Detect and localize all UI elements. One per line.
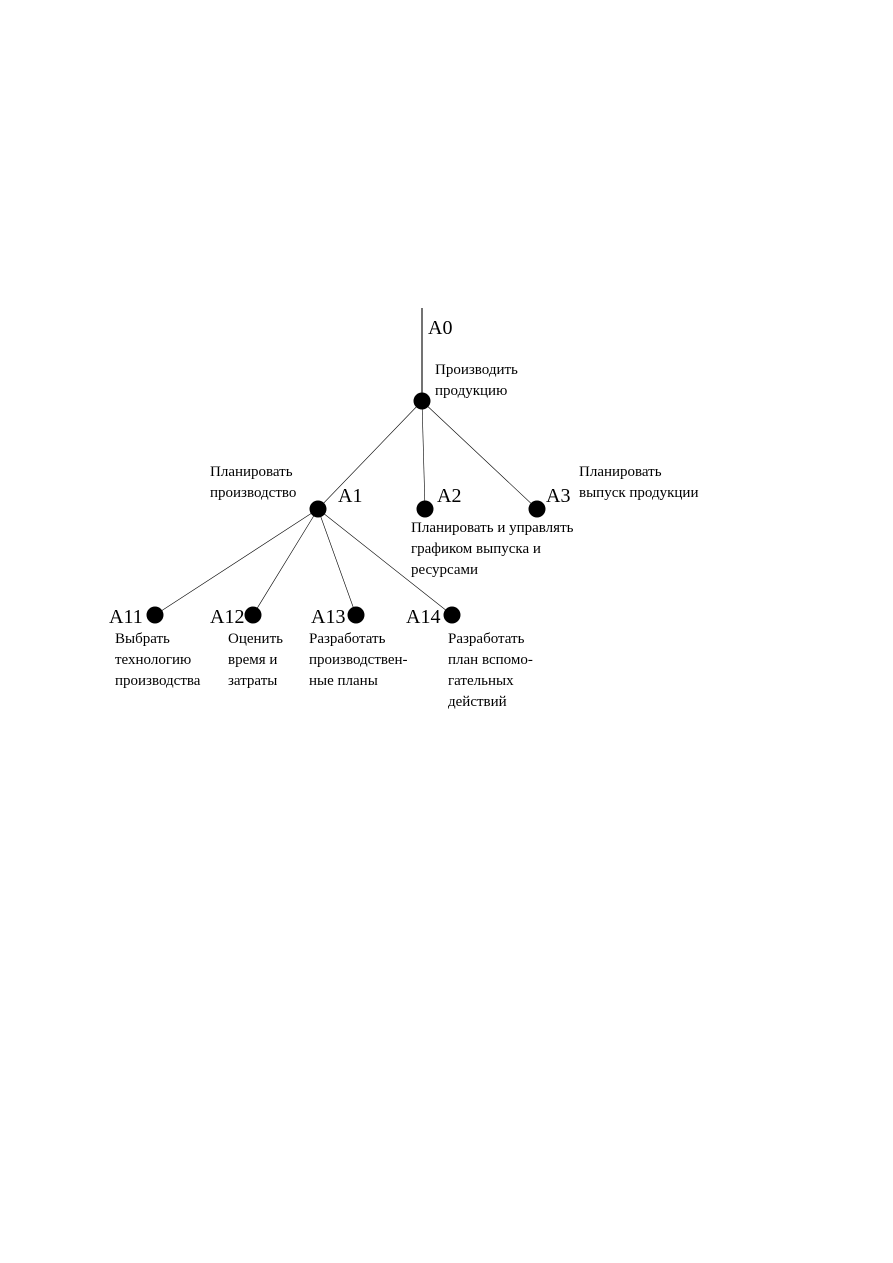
node-label-a11-line-3: производства — [115, 673, 201, 689]
node-label-a13 — [309, 629, 408, 692]
node-label-a11 — [115, 629, 200, 692]
edge-a0-a2 — [422, 401, 425, 509]
node-dot-a1 — [310, 501, 327, 518]
node-dot-a12 — [245, 607, 262, 624]
nodes-layer — [147, 393, 546, 624]
node-dot-a0 — [414, 393, 431, 410]
edge-a1-a13 — [318, 509, 356, 615]
node-label-a12-line-3: затраты — [228, 673, 278, 689]
node-dot-a13 — [348, 607, 365, 624]
node-label-a0 — [435, 360, 518, 402]
node-code-a14: A14 — [406, 606, 441, 628]
node-code-a0: A0 — [428, 317, 453, 339]
edge-a1-a12 — [253, 509, 318, 615]
node-label-a2-line-1: Планировать и управлять — [411, 520, 574, 536]
node-dot-a2 — [417, 501, 434, 518]
node-label-a2-line-3: ресурсами — [411, 562, 479, 578]
edge-a0-a1 — [318, 401, 422, 509]
node-label-a0-line-1: Производить — [435, 362, 518, 378]
node-label-a1-line-1: Планировать — [210, 464, 293, 480]
node-label-a13-line-1: Разработать — [309, 631, 386, 647]
edge-a1-a11 — [155, 509, 318, 615]
node-label-a11-line-2: технологию — [115, 652, 192, 668]
node-label-a3-line-2: выпуск продукции — [579, 485, 699, 501]
node-code-a2: A2 — [437, 485, 462, 507]
node-code-a13: A13 — [311, 606, 346, 628]
node-label-a1-line-2: производство — [210, 485, 297, 501]
node-label-a14-line-4: действий — [448, 694, 507, 710]
edges-layer — [155, 401, 537, 615]
node-code-a12: A12 — [210, 606, 245, 628]
node-code-a3: A3 — [546, 485, 571, 507]
node-code-a11: A11 — [109, 606, 143, 628]
node-label-a12-line-2: время и — [228, 652, 278, 668]
node-label-a12-line-1: Оценить — [228, 631, 283, 647]
node-dot-a14 — [444, 607, 461, 624]
node-label-a3 — [579, 462, 698, 504]
node-label-a2-line-2: графиком выпуска и — [411, 541, 541, 557]
node-label-a0-line-2: продукцию — [435, 383, 508, 399]
node-dot-a11 — [147, 607, 164, 624]
node-label-a14 — [448, 629, 533, 713]
node-code-a1: A1 — [338, 485, 363, 507]
node-label-a2 — [411, 518, 573, 581]
node-dot-a3 — [529, 501, 546, 518]
node-label-a14-line-1: Разработать — [448, 631, 525, 647]
node-label-a1 — [210, 462, 296, 504]
node-label-a14-line-2: план вспомо- — [448, 652, 533, 668]
node-label-a14-line-3: гательных — [448, 673, 514, 689]
node-label-a13-line-2: производствен- — [309, 652, 408, 668]
node-label-a13-line-3: ные планы — [309, 673, 378, 689]
node-label-a3-line-1: Планировать — [579, 464, 662, 480]
node-label-a12 — [228, 629, 283, 692]
node-label-a11-line-1: Выбрать — [115, 631, 170, 647]
